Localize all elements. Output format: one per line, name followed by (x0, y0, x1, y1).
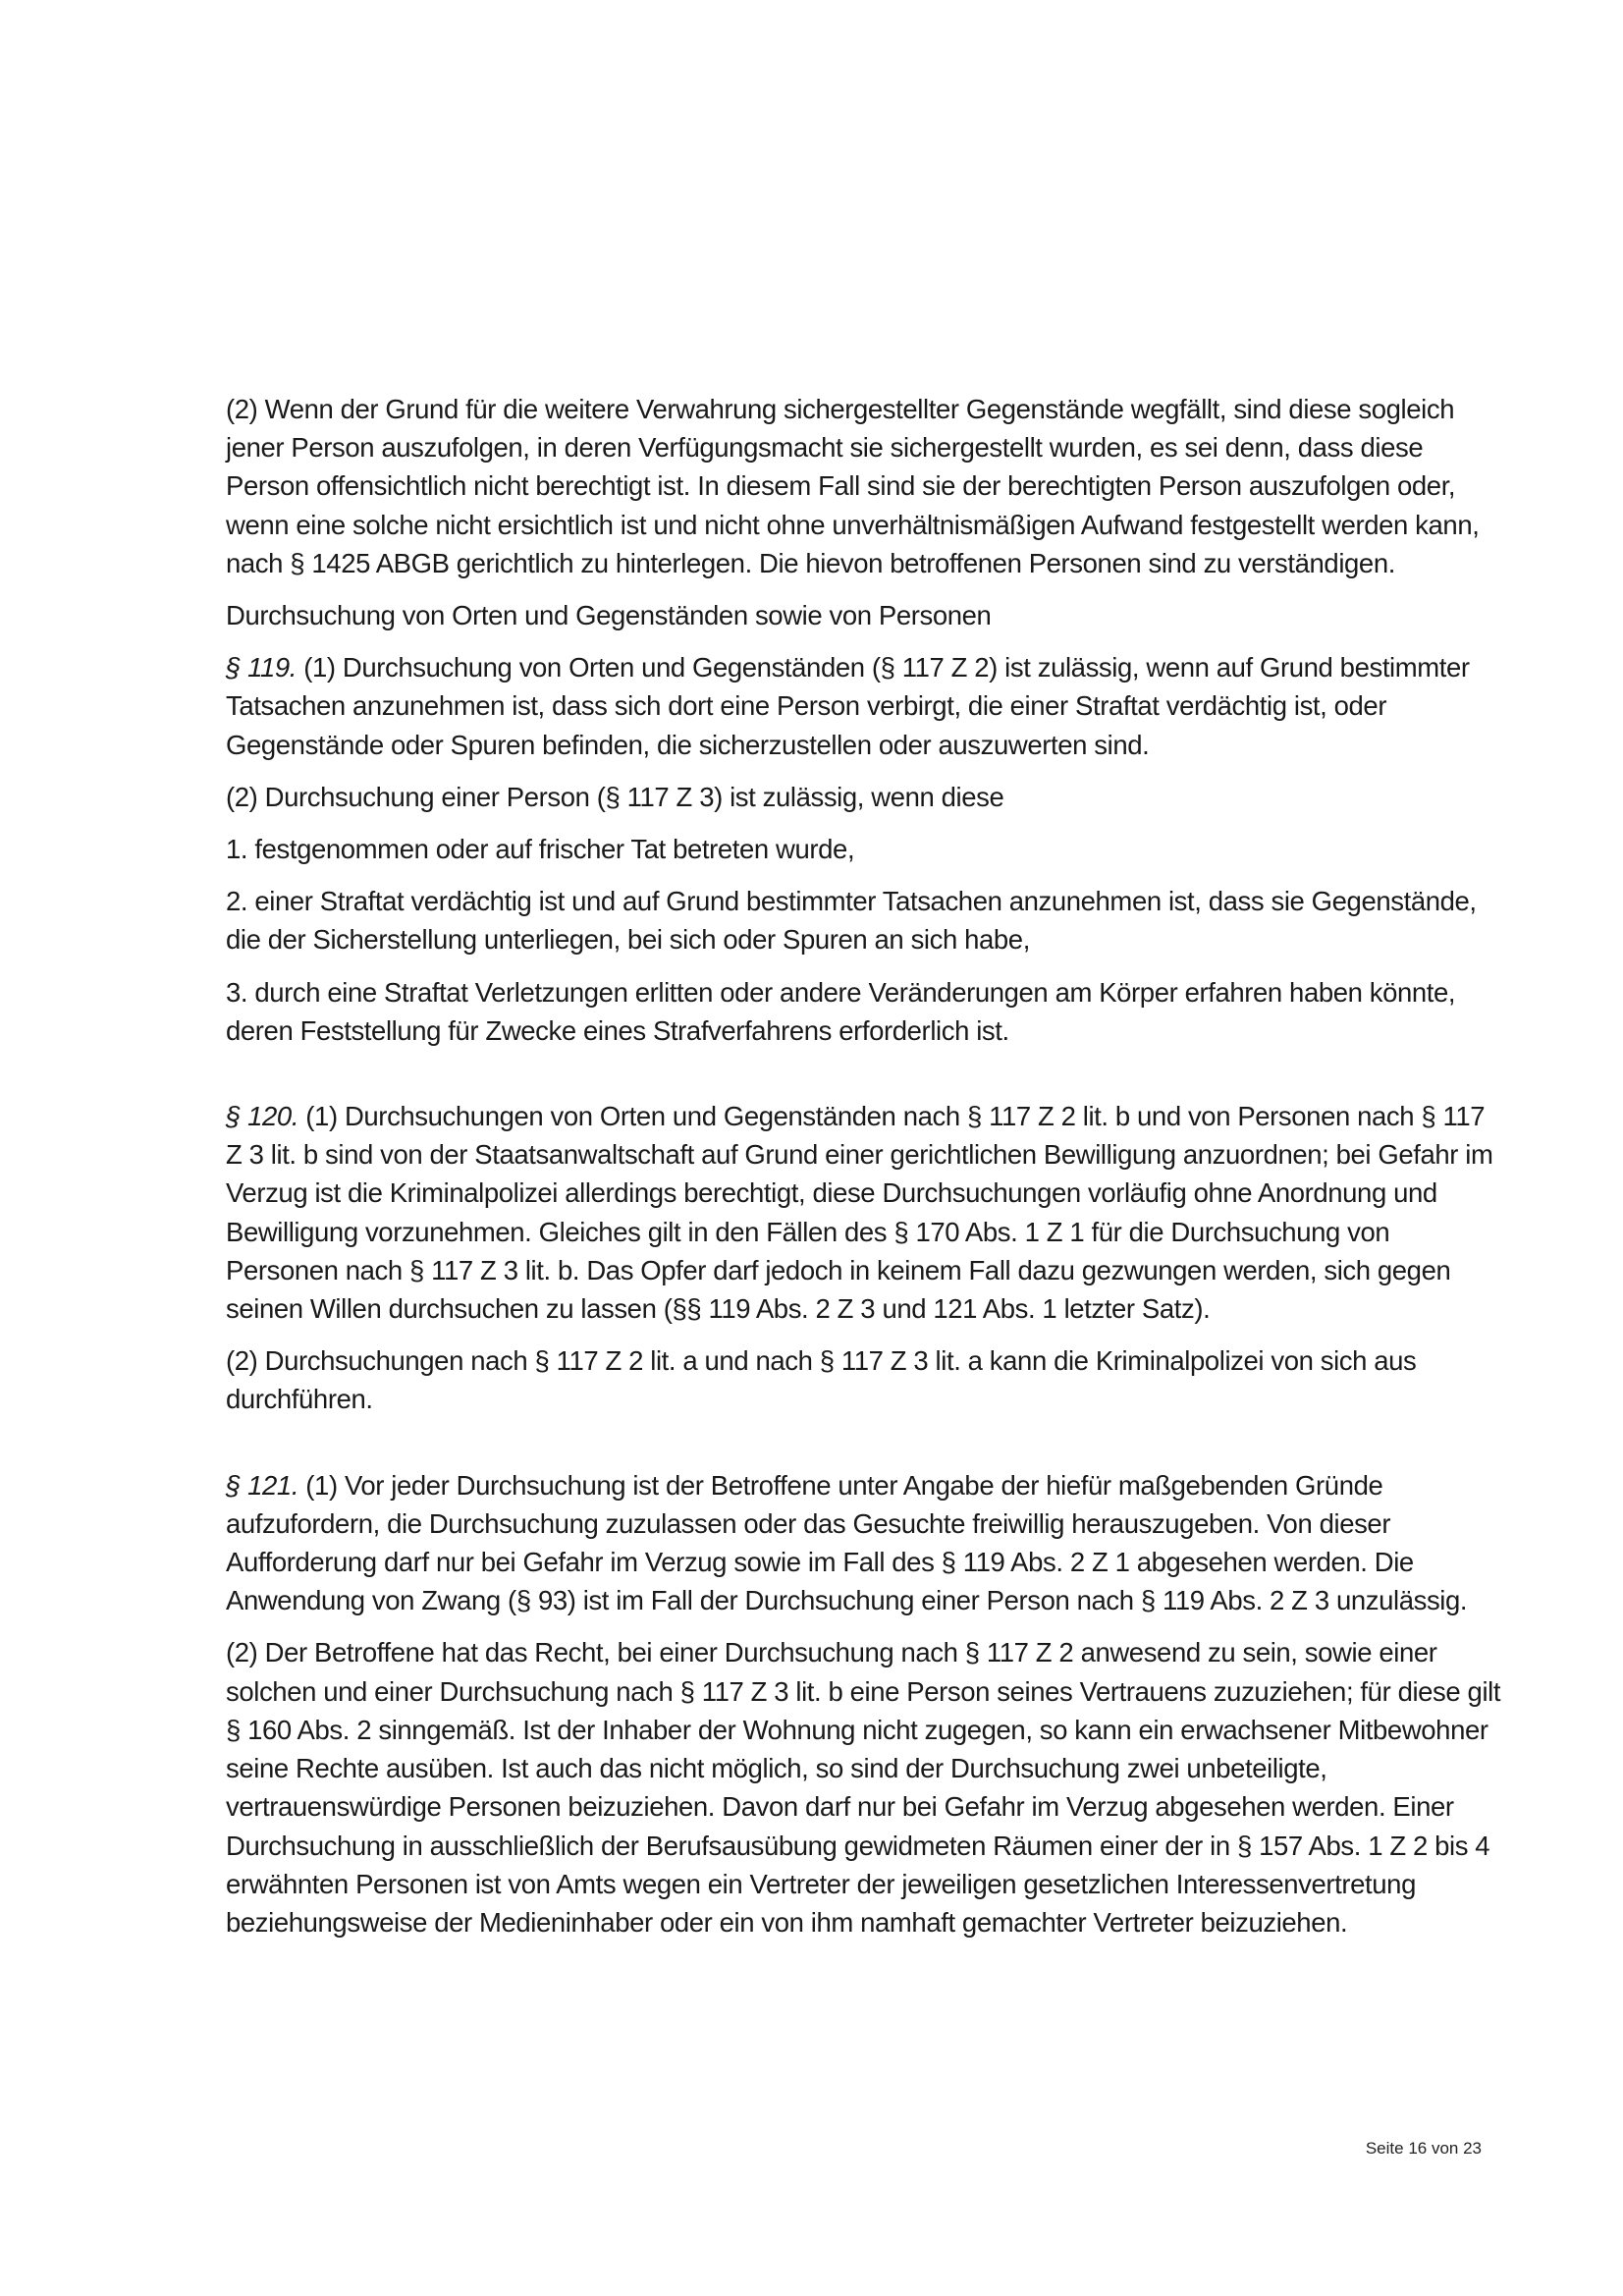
paragraph-120-1 (226, 1097, 1502, 1328)
paragraph-120-2: (2) Durchsuchungen nach § 117 Z 2 lit. a und nach § 117 Z 3 lit. a kann die Kriminalpolizei von sich aus durchführen. (226, 1345, 1417, 1415)
list-item-119-2-2: 2. einer Straftat verdächtig ist und auf Grund bestimmter Tatsachen anzunehmen ist, dass sie Gegenstände, die der Sicherstellung unterliegen, bei sich oder Spuren an sich habe, (226, 886, 1477, 956)
section-heading: Durchsuchung von Orten und Gegenständen sowie von Personen (226, 600, 992, 631)
paragraph-119-1 (226, 648, 1502, 764)
list-item-119-2-3: 3. durch eine Straftat Verletzungen erlitten oder andere Veränderungen am Körper erfahren haben könnte, deren Feststellung für Zwecke eines Strafverfahrens erforderlich ist. (226, 976, 1456, 1046)
paragraph-118-2: (2) Wenn der Grund für die weitere Verwahrung sichergestellter Gegenstände wegfällt, sind diese sogleich jener Person auszufolgen, in deren Verfügungsmacht sie sichergestellt wurden, es sei denn, dass diese Person offensichtlich nicht berechtigt ist. In diesem Fall sind sie der berechtigten Person auszufolgen oder, wenn eine solche nicht ersichtlich ist und nicht ohne unverhältnismäßigen Aufwand festgestellt werden kann, nach § 1425 ABGB gerichtlich zu hinterlegen. Die hievon betroffenen Personen sind zu verständigen. (226, 394, 1480, 578)
page-number: Seite 16 von 23 (1365, 2139, 1482, 2158)
paragraph-121-1 (226, 1466, 1502, 1620)
section-number: § 121. (226, 1469, 299, 1501)
paragraph-text: (1) Vor jeder Durchsuchung ist der Betroffene unter Angabe der hiefür maßgebenden Gründe aufzufordern, die Durchsuchung zuzulassen oder das Gesuchte freiwillig herauszugeben. Von dieser Aufforderung darf nur bei Gefahr im Verzug sowie im Fall des § 119 Abs. 2 Z 1 abgesehen werden. Die Anwendung von Zwang (§ 93) ist im Fall der Durchsuchung einer Person nach § 119 Abs. 2 Z 3 unzulässig. (226, 1469, 1468, 1616)
paragraph-121-2: (2) Der Betroffene hat das Recht, bei einer Durchsuchung nach § 117 Z 2 anwesend zu sein, sowie einer solchen und einer Durchsuchung nach § 117 Z 3 lit. b eine Person seines Vertrauens zuzuziehen; für diese gilt § 160 Abs. 2 sinngemäß. Ist der Inhaber der Wohnung nicht zugegen, so kann ein erwachsener Mitbewohner seine Rechte ausüben. Ist auch das nicht möglich, so sind der Durchsuchung zwei unbeteiligte, vertrauenswürdige Personen beizuziehen. Davon darf nur bei Gefahr im Verzug abgesehen werden. Einer Durchsuchung in ausschließlich der Berufsausübung gewidmeten Räumen einer der in § 157 Abs. 1 Z 2 bis 4 erwähnten Personen ist von Amts wegen ein Vertreter der jeweiligen gesetzlichen Interessenvertretung beziehungsweise der Medieninhaber oder ein von ihm namhaft gemachter Vertreter beizuziehen. (226, 1637, 1501, 1938)
list-item-119-2-1: 1. festgenommen oder auf frischer Tat betreten wurde, (226, 834, 855, 865)
paragraph-text: (1) Durchsuchungen von Orten und Gegenständen nach § 117 Z 2 lit. b und von Personen nach § 117 Z 3 lit. b sind von der Staatsanwaltschaft auf Grund einer gerichtlichen Bewilligung anzuordnen; bei Gefahr im Verzug ist die Kriminalpolizei allerdings berechtigt, diese Durchsuchungen vorläufig ohne Anordnung und Bewilligung vorzunehmen. Gleiches gilt in den Fällen des § 170 Abs. 1 Z 1 für die Durchsuchung von Personen nach § 117 Z 3 lit. b. Das Opfer darf jedoch in keinem Fall dazu gezwungen werden, sich gegen seinen Willen durchsuchen zu lassen (§§ 119 Abs. 2 Z 3 und 121 Abs. 1 letzter Satz). (226, 1101, 1493, 1325)
paragraph-119-2: (2) Durchsuchung einer Person (§ 117 Z 3) ist zulässig, wenn diese (226, 781, 1004, 812)
document-body (226, 390, 1502, 1955)
paragraph-text: (1) Durchsuchung von Orten und Gegenständen (§ 117 Z 2) ist zulässig, wenn auf Grund bestimmter Tatsachen anzunehmen ist, dass sich dort eine Person verbirgt, die einer Straftat verdächtig ist, oder Gegenstände oder Spuren befinden, die sicherzustellen oder auszuwerten sind. (226, 652, 1470, 760)
section-number: § 120. (226, 1101, 299, 1132)
section-number: § 119. (226, 652, 298, 683)
